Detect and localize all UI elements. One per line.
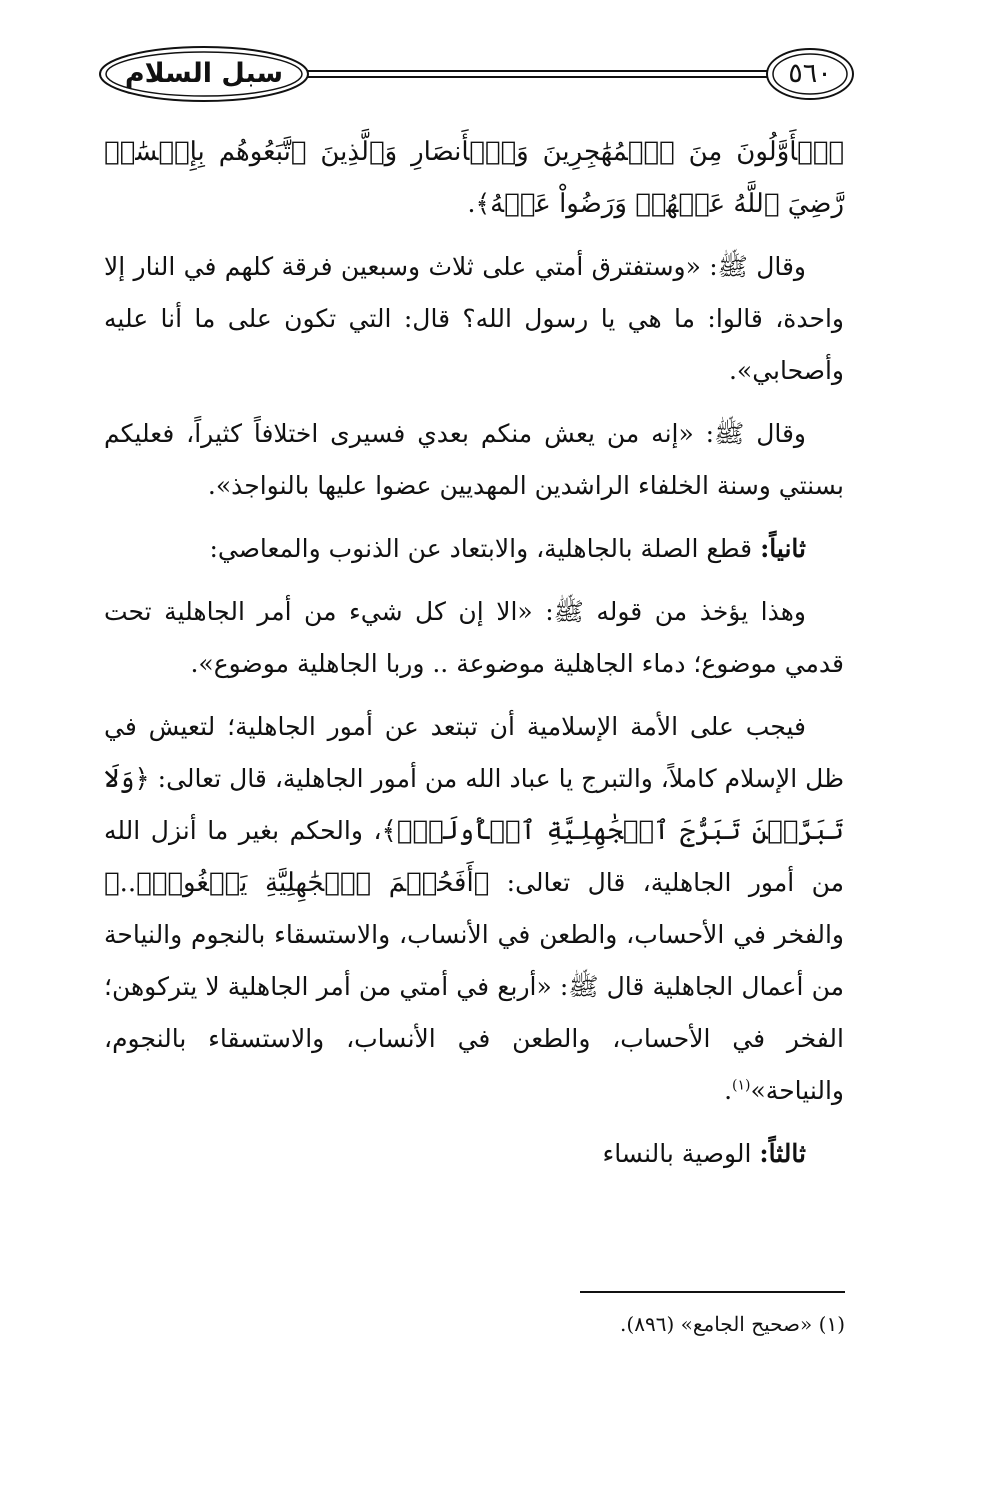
paragraph-hadith-jahiliyyah: وهذا يؤخذ من قوله ﷺ: «الا إن كل شيء من أمر الجاهلية تحت قدمي موضوع؛ دماء الجاهلية موضوعة .. وربا الجاهلية موضوع».: [104, 597, 844, 678]
verse-end-mark: ﴾.: [467, 189, 491, 218]
paragraph-text: ، والحكم بغير ما أنزل الله من أمور الجاهلية، قال تعالى:: [104, 816, 844, 897]
page-number: ٥٦٠: [788, 58, 832, 89]
footnote-reference: (١): [732, 1077, 751, 1094]
quran-verse: ﴿أَفَحُكۡمَ ٱلۡجَٰهِلِيَّةِ يَبۡغُونَۚ..﴾: [104, 868, 490, 898]
footnote-divider: [580, 1291, 845, 1293]
section-heading-text: الوصية بالنساء: [602, 1139, 760, 1168]
book-title: سبل السلام: [124, 58, 284, 89]
quran-verse: ﴿وَلَا تَبَرَّجۡنَ تَبَرُّجَ ٱلۡجَٰهِلِيَّةِ ٱلۡأُولَىٰۖ﴾: [104, 764, 844, 846]
paragraph-text: والفخر في الأحساب، والطعن في الأنساب، والاستسقاء بالنجوم والنياحة من أعمال الجاهلية قال ﷺ: «أربع في أمتي من أمر الجاهلية لا يتركوهن؛ الفخر في الأحساب، والطعن في الأنساب، والاستسقاء بالنجوم، والنياحة»: [104, 920, 844, 1105]
paragraph-hadith-sunnah: وقال ﷺ: «إنه من يعش منكم بعدي فسيرى اختلافاً كثيراً، فعليكم بسنتي وسنة الخلفاء الراشدين المهديين عضوا عليها بالنواجذ».: [104, 419, 844, 500]
section-number: ثالثاً:: [759, 1139, 806, 1168]
paragraph-quran-continuation: [104, 126, 844, 230]
paragraph-text: فيجب على الأمة الإسلامية أن تبتعد عن أمور الجاهلية؛ لتعيش في ظل الإسلام كاملاً، والتبرج يا عباد الله من أمور الجاهلية، قال تعالى:: [104, 712, 844, 793]
section-heading-text: قطع الصلة بالجاهلية، والابتعاد عن الذنوب والمعاصي:: [209, 534, 761, 563]
quran-verse: ٱلۡأَوَّلُونَ مِنَ ٱلۡمُهَٰجِرِينَ وَٱلۡأَنصَارِ وَٱلَّذِينَ ٱتَّبَعُوهُم بِإِحۡسَٰنٖ رَّضِيَ ٱللَّهُ عَنۡهُمۡ وَرَضُواْ عَنۡهُ: [104, 137, 844, 219]
section-heading-second: [104, 523, 844, 575]
page-body: [104, 126, 844, 1191]
paragraph-hadith-sects: وقال ﷺ: «وستفترق أمتي على ثلاث وسبعين فرقة كلهم في النار إلا واحدة، قالوا: ما هي يا رسول الله؟ قال: التي تكون على ما أنا عليه وأصحابي».: [104, 252, 844, 385]
paragraph-end: .: [724, 1076, 733, 1105]
footnote: (١) «صحيح الجامع» (٨٩٦).: [620, 1312, 845, 1336]
paragraph-jahiliyyah-matters: [104, 701, 844, 1117]
section-number: ثانياً:: [760, 534, 806, 563]
section-heading-third: [104, 1128, 844, 1180]
